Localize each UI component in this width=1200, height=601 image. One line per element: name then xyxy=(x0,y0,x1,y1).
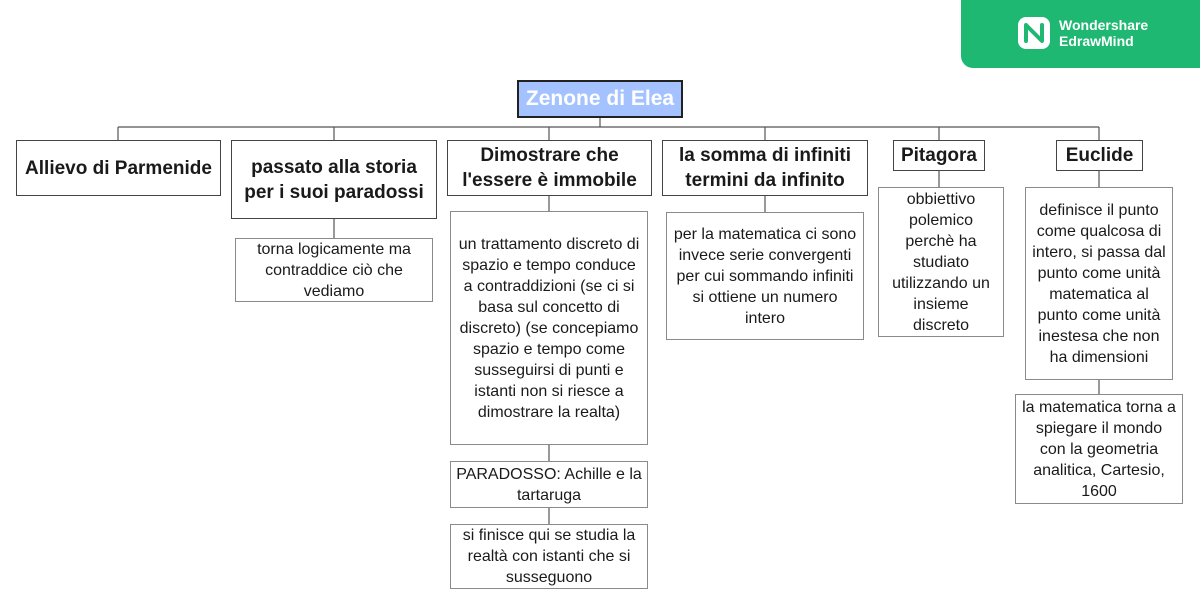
subtopic-paradossi-1[interactable] xyxy=(235,238,433,302)
root-topic[interactable] xyxy=(517,80,683,118)
subtopic-infiniti-1[interactable] xyxy=(666,212,864,340)
subtopic-label: per la matematica ci sono invece serie convergenti per cui sommando infiniti si ottiene un numero intero xyxy=(673,225,857,327)
main-topic-euclide[interactable] xyxy=(1056,140,1143,171)
main-topic-paradossi[interactable] xyxy=(231,140,437,219)
main-topic-parmenide[interactable] xyxy=(16,140,221,196)
subtopic-euclide-2[interactable] xyxy=(1015,394,1183,504)
brand-badge xyxy=(961,0,1200,68)
main-topic-label: Euclide xyxy=(1065,145,1134,166)
main-topic-label: la somma di infiniti termini da infinito xyxy=(678,145,852,191)
main-topic-pitagora[interactable] xyxy=(893,140,985,171)
main-topic-label: Pitagora xyxy=(900,145,978,166)
subtopic-label: un trattamento discreto di spazio e tempo conduce a contraddizioni (se ci si basa sul concetto di discreto) (se concepiamo spazio e tempo come susseguirsi di punti e istanti non si riesce a dimostrare la realta) xyxy=(458,235,640,421)
subtopic-label: definisce il punto come qualcosa di intero, si passa dal punto come unità matematica al punto come unità inestesa che non ha dimensioni xyxy=(1032,201,1166,366)
subtopic-label: PARADOSSO: Achille e la tartaruga xyxy=(456,465,642,504)
subtopic-immobile-2[interactable] xyxy=(450,461,648,508)
main-topic-label: Allievo di Parmenide xyxy=(25,157,212,179)
subtopic-immobile-3[interactable] xyxy=(450,524,648,589)
subtopic-label: si finisce qui se studia la realtà con istanti che si susseguono xyxy=(462,527,636,586)
main-topic-infiniti[interactable] xyxy=(662,140,868,196)
subtopic-euclide-1[interactable] xyxy=(1025,187,1173,380)
main-topic-label: Dimostrare che l'essere è immobile xyxy=(462,145,637,191)
subtopic-label: obbiettivo polemico perchè ha studiato utilizzando un insieme discreto xyxy=(892,190,990,334)
main-topic-label: passato alla storia per i suoi paradossi xyxy=(244,156,424,203)
main-topic-immobile[interactable] xyxy=(447,140,652,196)
brand-name-line1: Wondershare xyxy=(1059,17,1149,33)
subtopic-label: la matematica torna a spiegare il mondo con la geometria analitica, Cartesio, 1600 xyxy=(1022,398,1176,500)
subtopic-label: torna logicamente ma contraddice ciò che vediamo xyxy=(257,240,411,300)
subtopic-immobile-1[interactable] xyxy=(450,211,648,445)
subtopic-pitagora-1[interactable] xyxy=(878,187,1004,337)
root-topic-label: Zenone di Elea xyxy=(525,87,675,110)
edrawmind-logo-icon xyxy=(1017,16,1051,50)
brand-name-line2: EdrawMind xyxy=(1059,33,1134,49)
